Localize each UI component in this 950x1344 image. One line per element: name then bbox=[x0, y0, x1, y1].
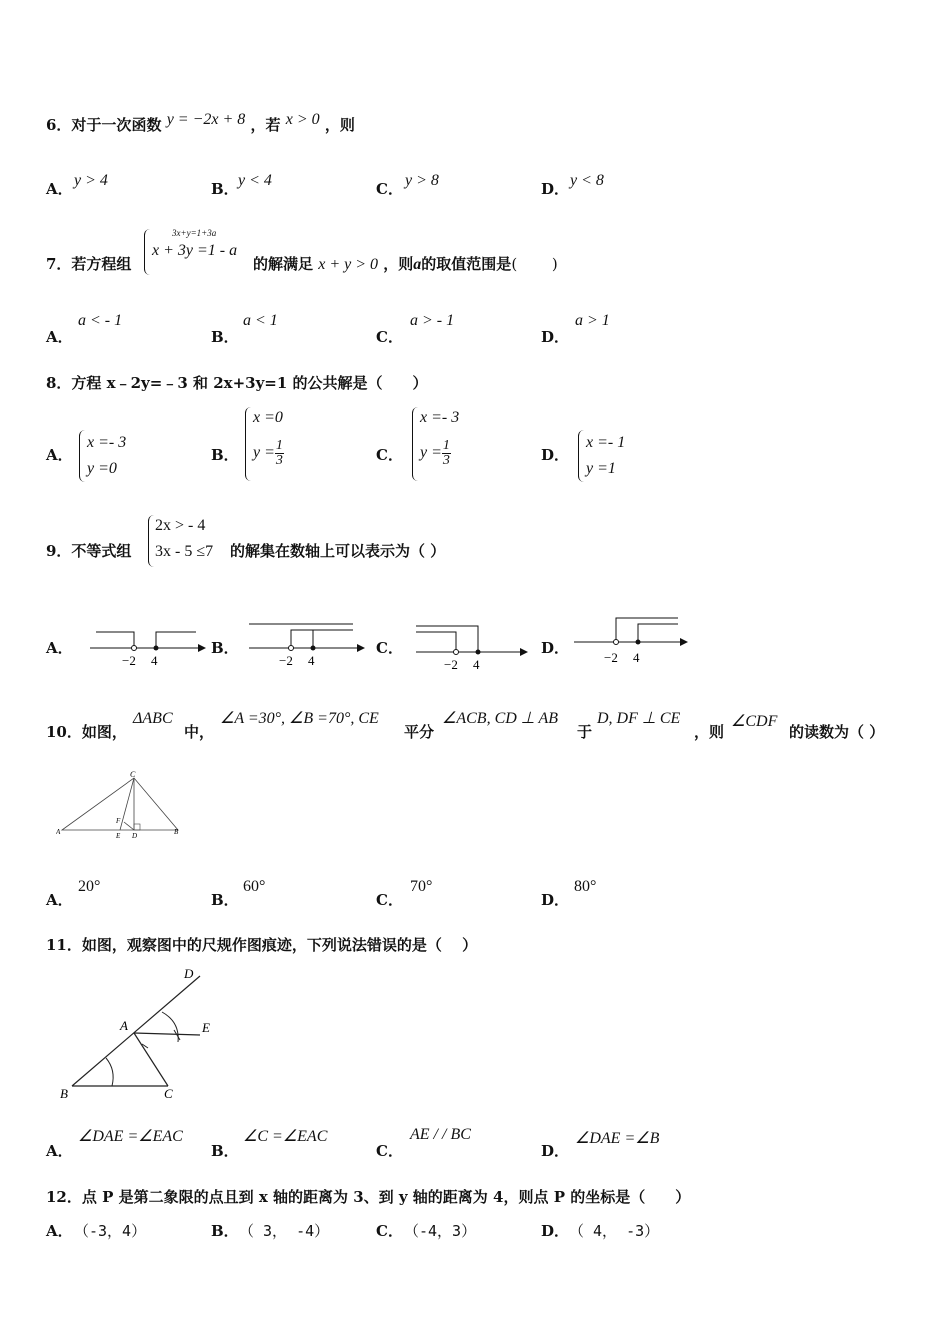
q9-b-tick-neg2: −2 bbox=[279, 653, 293, 668]
q8-option-a-brace bbox=[79, 430, 85, 482]
q12-option-b-label[interactable]: B． bbox=[211, 1222, 239, 1240]
q6-text: 6．对于一次函数 bbox=[46, 116, 162, 134]
q11-option-a-label[interactable]: A． bbox=[46, 1142, 73, 1160]
q7-option-c-label[interactable]: C． bbox=[376, 328, 403, 346]
q9-ineq-2: 3x - 5 ≤7 bbox=[155, 543, 214, 560]
q7-variable: a bbox=[413, 256, 422, 273]
q8-d-x: x =- 1 bbox=[586, 434, 626, 451]
q12-option-d-value: （ 4， -3） bbox=[569, 1222, 660, 1240]
q7-option-d-label[interactable]: D． bbox=[541, 328, 570, 346]
q8-option-a-label[interactable]: A． bbox=[46, 446, 73, 464]
q8-option-b-label[interactable]: B． bbox=[211, 446, 239, 464]
q8-option-a-system bbox=[87, 430, 126, 482]
q8-c-numerator: 1 bbox=[442, 438, 450, 453]
q11-fig-label-b: B bbox=[60, 1086, 68, 1101]
q6-option-d-value: y < 8 bbox=[570, 172, 604, 189]
q7-text: ，则 bbox=[383, 255, 414, 273]
q11-option-d-value: ∠DAE =∠B bbox=[575, 1130, 660, 1147]
q8-option-b-brace bbox=[245, 407, 251, 481]
q8-option-c-system bbox=[420, 405, 459, 468]
q6-option-a-label[interactable]: A． bbox=[46, 180, 73, 198]
q7-option-a-label[interactable]: A． bbox=[46, 328, 73, 346]
q8-c-denominator: 3 bbox=[442, 453, 450, 468]
q7-option-b-label[interactable]: B． bbox=[211, 328, 239, 346]
q10-fig-label-a: A bbox=[56, 828, 61, 836]
q12-option-a-label[interactable]: A． bbox=[46, 1222, 73, 1240]
q10-option-d-value: 80° bbox=[574, 878, 597, 895]
q9-d-tick-neg2: −2 bbox=[604, 650, 618, 665]
q8-option-d-brace bbox=[578, 430, 584, 482]
q8-c-fraction bbox=[442, 439, 451, 468]
q11-option-b-value: ∠C =∠EAC bbox=[243, 1128, 328, 1145]
q7-system-brace bbox=[144, 229, 150, 275]
q9-option-a-numberline bbox=[88, 624, 208, 672]
q10-fig-label-e: E bbox=[116, 832, 121, 840]
q6-option-a-value: y > 4 bbox=[74, 172, 108, 189]
q10-option-c-value: 70° bbox=[410, 878, 433, 895]
q8-b-numerator: 1 bbox=[275, 438, 283, 453]
q6-option-c-value: y > 8 bbox=[405, 172, 439, 189]
q8-b-denominator: 3 bbox=[275, 453, 283, 468]
q10-text: 平分 bbox=[404, 723, 435, 741]
q7-text: 的取值范围是 bbox=[421, 255, 512, 273]
q7-option-b-value: a < 1 bbox=[243, 312, 278, 329]
q8-option-d-label[interactable]: D． bbox=[541, 446, 570, 464]
q9-option-a-label[interactable]: A． bbox=[46, 639, 73, 657]
q12-option-a-value: （-3，4） bbox=[74, 1222, 147, 1240]
q9-ineq-1: 2x > - 4 bbox=[155, 517, 206, 534]
q8-c-y-lhs: y = bbox=[420, 444, 442, 462]
q8-b-fraction bbox=[275, 439, 284, 468]
q8-c-x: x =- 3 bbox=[420, 409, 460, 426]
q12-option-c-value: （-4，3） bbox=[404, 1222, 477, 1240]
q9-a-tick-neg2: −2 bbox=[122, 653, 136, 668]
q6-function: y = −2x + 8 bbox=[166, 111, 246, 128]
q8-a-y: y =0 bbox=[87, 460, 117, 477]
question-10-label: 10．如图， bbox=[46, 723, 127, 741]
q10-option-b-value: 60° bbox=[243, 878, 266, 895]
q10-condition-1: ∠A =30°, ∠B =70°, CE bbox=[220, 710, 379, 727]
q10-triangle: ΔABC bbox=[133, 710, 173, 727]
q6-option-b-value: y < 4 bbox=[238, 172, 272, 189]
q8-b-x: x =0 bbox=[253, 409, 283, 426]
q8-option-c-label[interactable]: C． bbox=[376, 446, 403, 464]
q11-fig-label-e: E bbox=[202, 1020, 210, 1035]
q8-b-y bbox=[253, 439, 284, 468]
q10-condition-2: ∠ACB, CD ⊥ AB bbox=[442, 710, 558, 727]
q7-answer-blank: ( ) bbox=[511, 255, 558, 273]
q7-option-a-value: a < - 1 bbox=[78, 312, 123, 329]
q12-option-d-label[interactable]: D． bbox=[541, 1222, 570, 1240]
q12-option-c-label[interactable]: C． bbox=[376, 1222, 403, 1240]
question-11-stem: 11．如图，观察图中的尺规作图痕迹，下列说法错误的是（ ） bbox=[46, 936, 478, 954]
q7-stem-tail bbox=[253, 253, 558, 274]
q10-option-a-label[interactable]: A． bbox=[46, 891, 73, 909]
q10-fig-label-d: D bbox=[132, 832, 138, 840]
question-8-stem: 8．方程 x﹣2y=﹣3 和 2x+3y=1 的公共解是（ ） bbox=[46, 374, 428, 392]
q10-option-c-label[interactable]: C． bbox=[376, 891, 403, 909]
q8-c-y bbox=[420, 439, 459, 468]
question-9-label: 9．不等式组 bbox=[46, 542, 132, 560]
q7-option-c-value: a > - 1 bbox=[410, 312, 455, 329]
q6-text: ，则 bbox=[324, 116, 355, 134]
q9-option-c-numberline bbox=[412, 622, 532, 674]
question-7-label: 7．若方程组 bbox=[46, 255, 132, 273]
q9-option-b-numberline bbox=[245, 620, 369, 670]
q9-b-tick-4: 4 bbox=[308, 653, 315, 668]
q10-option-d-label[interactable]: D． bbox=[541, 891, 570, 909]
q8-a-x: x =- 3 bbox=[87, 434, 127, 451]
q9-option-d-label[interactable]: D． bbox=[541, 639, 570, 657]
q8-b-y-lhs: y = bbox=[253, 444, 275, 462]
q11-option-d-label[interactable]: D． bbox=[541, 1142, 570, 1160]
q9-system bbox=[155, 513, 213, 565]
q7-system-top: 3x+y=1+3a bbox=[172, 228, 217, 238]
q11-fig-label-c: C bbox=[164, 1086, 173, 1101]
question-6-stem bbox=[46, 111, 355, 135]
q9-c-tick-neg2: −2 bbox=[444, 657, 458, 672]
q8-option-c-brace bbox=[412, 407, 418, 481]
q11-fig-label-a: A bbox=[120, 1018, 128, 1033]
q7-condition: x + y > 0 bbox=[318, 256, 379, 273]
q11-option-b-label[interactable]: B． bbox=[211, 1142, 239, 1160]
q10-target-angle: ∠CDF bbox=[731, 713, 778, 730]
q8-d-y: y =1 bbox=[586, 460, 616, 477]
q10-option-b-label[interactable]: B． bbox=[211, 891, 239, 909]
q10-figure-triangle bbox=[56, 770, 186, 840]
q11-option-c-value: AE / / BC bbox=[410, 1126, 471, 1143]
q7-option-d-value: a > 1 bbox=[575, 312, 610, 329]
q10-fig-label-f: F bbox=[116, 817, 121, 825]
q6-condition: x > 0 bbox=[285, 111, 320, 128]
q10-option-a-value: 20° bbox=[78, 878, 101, 895]
q9-a-tick-4: 4 bbox=[151, 653, 158, 668]
q9-option-c-label[interactable]: C． bbox=[376, 639, 403, 657]
q9-d-tick-4: 4 bbox=[633, 650, 640, 665]
q7-text: 的解满足 bbox=[253, 255, 314, 273]
q10-condition-3: D, DF ⊥ CE bbox=[597, 710, 681, 727]
q11-option-c-label[interactable]: C． bbox=[376, 1142, 403, 1160]
q6-option-b-label[interactable]: B． bbox=[211, 180, 239, 198]
q7-system-bottom: x + 3y =1 - a bbox=[152, 242, 238, 259]
q9-option-b-label[interactable]: B． bbox=[211, 639, 239, 657]
q9-c-tick-4: 4 bbox=[473, 657, 480, 672]
q6-option-d-label[interactable]: D． bbox=[541, 180, 570, 198]
q6-text: ，若 bbox=[250, 116, 281, 134]
q11-figure-construction bbox=[56, 964, 226, 1104]
question-12-stem: 12．点 P 是第二象限的点且到 x 轴的距离为 3、到 y 轴的距离为 4，则点 P 的坐标是（ ） bbox=[46, 1188, 691, 1206]
q9-stem-tail: 的解集在数轴上可以表示为（ ） bbox=[230, 542, 446, 560]
q10-fig-label-b: B bbox=[174, 828, 179, 836]
q12-option-b-value: （ 3， -4） bbox=[239, 1222, 330, 1240]
q8-option-b-system bbox=[253, 405, 284, 468]
q10-text: 中， bbox=[184, 723, 215, 741]
q9-system-brace bbox=[148, 515, 154, 567]
q11-fig-label-d: D bbox=[184, 966, 194, 981]
q8-option-d-system bbox=[586, 430, 625, 482]
q6-option-c-label[interactable]: C． bbox=[376, 180, 403, 198]
q10-text: ，则 bbox=[694, 723, 725, 741]
q10-text: 的读数为（ ） bbox=[789, 723, 885, 741]
q10-text: 于 bbox=[577, 723, 593, 741]
q11-option-a-value: ∠DAE =∠EAC bbox=[78, 1128, 183, 1145]
q9-option-d-numberline bbox=[572, 612, 692, 668]
q10-fig-label-c: C bbox=[130, 770, 136, 779]
